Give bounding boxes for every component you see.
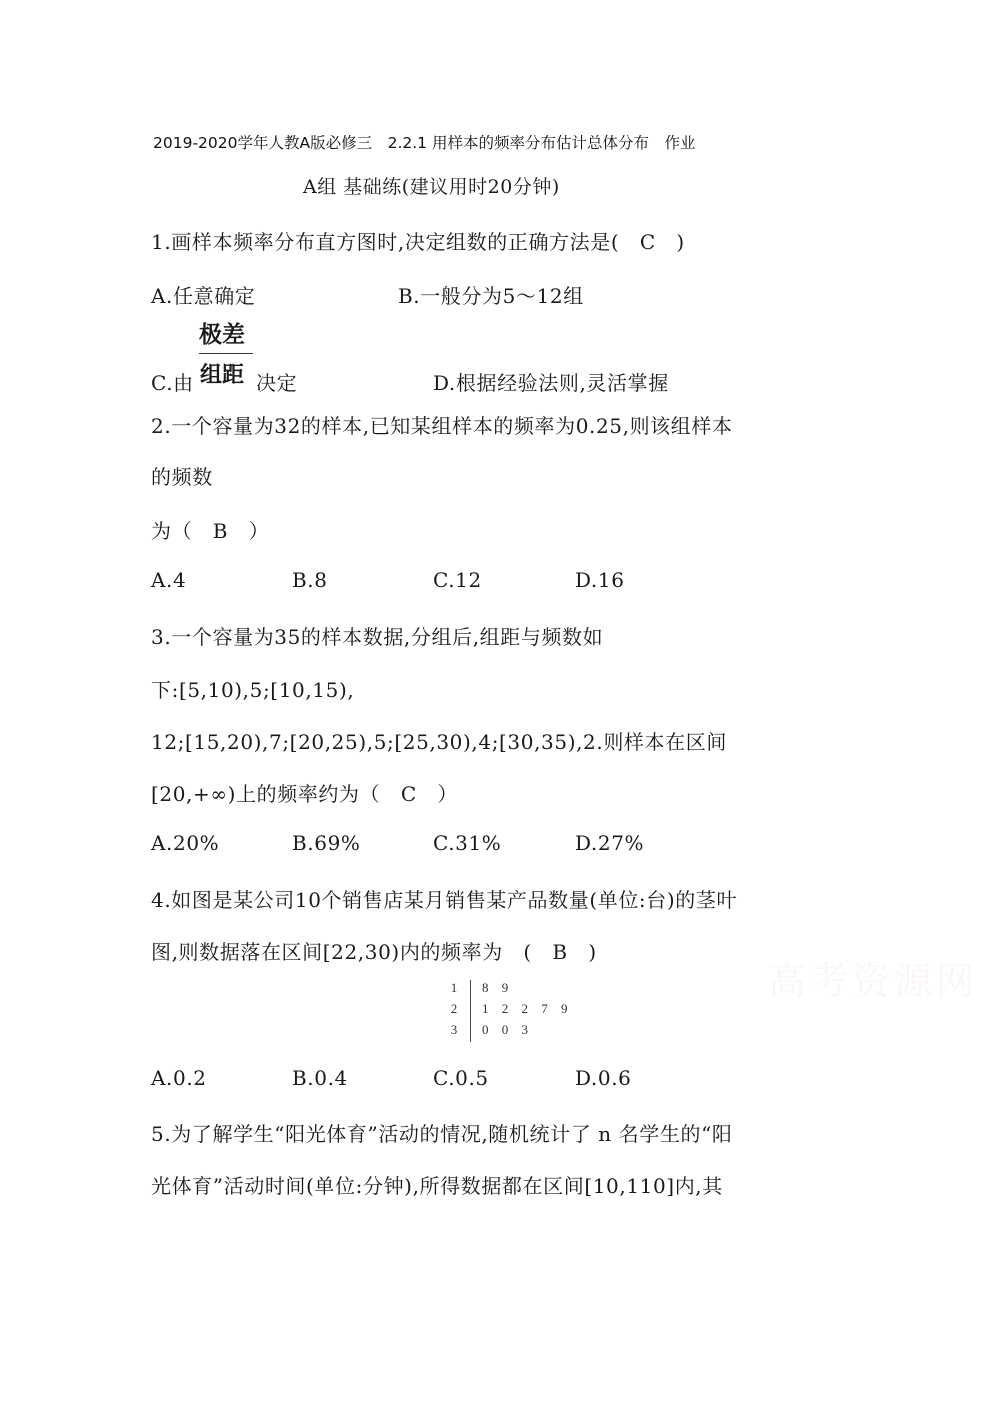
question-4-line-1: 4.如图是某公司10个销售店某月销售某产品数量(单位:台)的茎叶 bbox=[151, 888, 738, 912]
fraction-numerator: 极差 bbox=[199, 322, 245, 348]
stem-value: 2 bbox=[450, 1001, 458, 1016]
question-3-option-b: B.69% bbox=[292, 831, 361, 855]
question-3-option-c: C.31% bbox=[433, 831, 502, 855]
question-1-option-c-prefix: C.由 bbox=[151, 371, 194, 395]
question-5-line-2: 光体育”活动时间(单位:分钟),所得数据都在区间[10,110]内,其 bbox=[151, 1174, 723, 1198]
question-2-option-b: B.8 bbox=[292, 568, 328, 592]
question-3-line-2: 下:[5,10),5;[10,15), bbox=[151, 678, 355, 702]
fraction-denominator: 组距 bbox=[200, 363, 245, 388]
question-4-option-d: D.0.6 bbox=[575, 1066, 632, 1090]
section-title: A组 基础练(建议用时20分钟) bbox=[303, 176, 560, 198]
question-1-option-c-suffix: 决定 bbox=[256, 371, 298, 395]
stem-value: 3 bbox=[450, 1022, 458, 1037]
question-4-line-2: 图,则数据落在区间[22,30)内的频率为 ( B ) bbox=[151, 940, 597, 964]
leaf-values: 0 0 3 bbox=[482, 1022, 533, 1037]
question-5-line-1: 5.为了解学生“阳光体育”活动的情况,随机统计了 n 名学生的“阳 bbox=[151, 1122, 733, 1146]
question-2-option-d: D.16 bbox=[575, 568, 625, 592]
question-1-option-b: B.一般分为5～12组 bbox=[398, 284, 584, 308]
question-1-option-d: D.根据经验法则,灵活掌握 bbox=[433, 371, 669, 395]
question-4-option-a: A.0.2 bbox=[151, 1066, 207, 1090]
question-4-option-b: B.0.4 bbox=[292, 1066, 348, 1090]
question-1-stem: 1.画样本频率分布直方图时,决定组数的正确方法是( C ) bbox=[151, 230, 685, 254]
question-2-line-3: 为（ B ） bbox=[151, 519, 270, 543]
stem-and-leaf-plot bbox=[445, 978, 573, 1044]
leaf-values: 1 2 2 7 9 bbox=[482, 1001, 573, 1016]
question-3-line-1: 3.一个容量为35的样本数据,分组后,组距与频数如 bbox=[151, 625, 604, 649]
question-4-option-c: C.0.5 bbox=[433, 1066, 489, 1090]
question-3-option-a: A.20% bbox=[151, 831, 220, 855]
stem-value: 1 bbox=[450, 980, 458, 995]
question-1-option-a: A.任意确定 bbox=[151, 284, 256, 308]
question-3-line-3: 12;[15,20),7;[20,25),5;[25,30),4;[30,35),2.则样本在区间 bbox=[151, 730, 727, 754]
question-3-line-4: [20,+∞)上的频率约为（ C ） bbox=[151, 782, 458, 806]
leaf-values: 8 9 bbox=[482, 980, 514, 995]
question-3-option-d: D.27% bbox=[575, 831, 645, 855]
fraction-bar bbox=[199, 353, 253, 354]
question-2-line-1: 2.一个容量为32的样本,已知某组样本的频率为0.25,则该组样本 bbox=[151, 414, 733, 438]
question-2-option-a: A.4 bbox=[151, 568, 187, 592]
question-2-option-c: C.12 bbox=[433, 568, 482, 592]
question-2-line-2: 的频数 bbox=[151, 465, 213, 489]
watermark: 高考资源网 bbox=[768, 959, 979, 1003]
stem-leaf-divider bbox=[470, 980, 471, 1042]
document-header: 2019-2020学年人教A版必修三 2.2.1 用样本的频率分布估计总体分布 作业 bbox=[153, 134, 696, 152]
